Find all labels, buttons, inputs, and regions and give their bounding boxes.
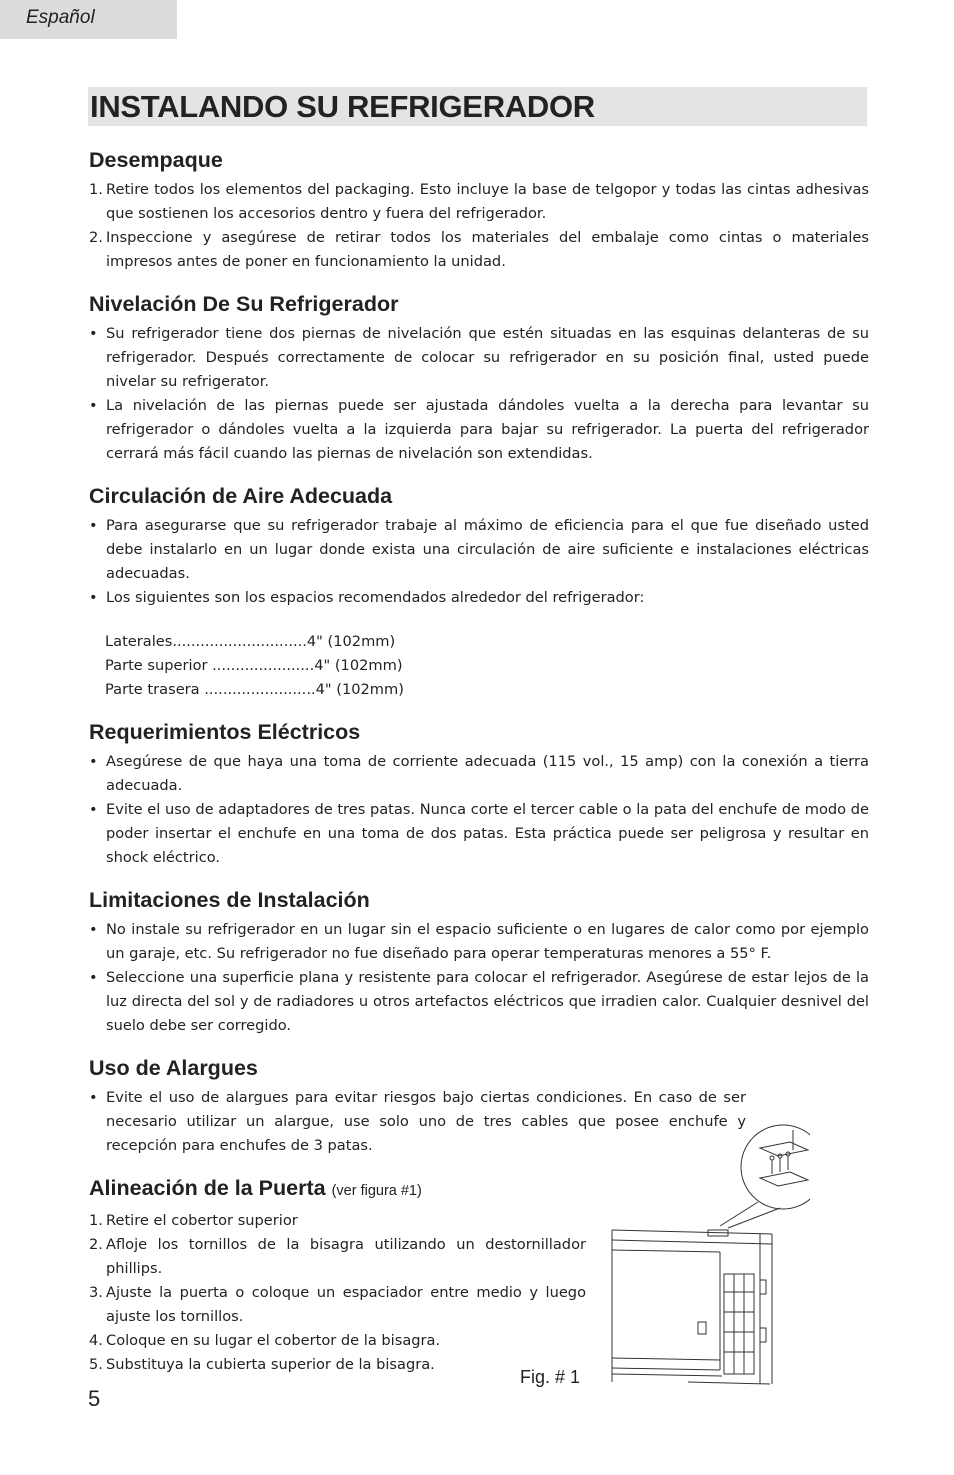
section-nivelacion — [89, 290, 869, 466]
section-electricos — [89, 718, 869, 870]
list-item — [89, 178, 869, 226]
list-text: Inspeccione y asegúrese de retirar todos los materiales del embalaje como cintas o materiales impresos antes de poner en funcionamiento la unidad. — [106, 229, 869, 270]
heading-text: Alineación de la Puerta — [89, 1176, 326, 1200]
list-item — [89, 514, 869, 586]
bullet: • — [89, 801, 98, 818]
list-marker: 3. — [89, 1284, 103, 1301]
list-text: Los siguientes son los espacios recomendados alrededor del refrigerador: — [106, 589, 645, 606]
list-item — [89, 1209, 586, 1233]
clearance-label: Parte superior — [105, 657, 213, 674]
clearance-list — [89, 630, 869, 702]
list-item — [89, 798, 869, 870]
list-text: Ajuste la puerta o coloque un espaciador entre medio y luego ajuste los tornillos. — [106, 1284, 586, 1325]
list-item — [89, 1281, 586, 1329]
bullet: • — [89, 969, 98, 986]
list-text: Para asegurarse que su refrigerador trabaje al máximo de eficiencia para el que fue diseñado usted debe instalarlo en un lugar donde exista una circulación de aire suficiente e instalaciones eléctricas adecuadas. — [106, 517, 869, 582]
detail-circle — [741, 1125, 810, 1209]
bullet: • — [89, 325, 98, 342]
list-item — [89, 918, 869, 966]
list-text: Evite el uso de alargues para evitar riesgos bajo ciertas condiciones. En caso de ser necesario utilizar un alargue, use solo uno de tres cables que posee enchufe y recepción para enchufes de 3 patas. — [106, 1089, 746, 1154]
clearance-label: Parte trasera — [105, 681, 205, 698]
clearance-dots: ...................... — [212, 657, 315, 674]
list-marker: 5. — [89, 1356, 103, 1373]
list-item — [89, 1353, 586, 1377]
clearance-row — [105, 678, 869, 702]
bullet: • — [89, 1089, 98, 1106]
bullet: • — [89, 753, 98, 770]
list-text: Coloque en su lugar el cobertor de la bisagra. — [106, 1332, 441, 1349]
clearance-value: 4" (102mm) — [315, 681, 404, 698]
list-text: No instale su refrigerador en un lugar sin el espacio suficiente o en lugares de calor como por ejemplo un garaje, etc. Su refrigerador no fue diseñado para operar temperaturas menores a 55° F. — [106, 921, 869, 962]
list-marker: 1. — [89, 1212, 103, 1229]
bullet: • — [89, 589, 98, 606]
list-text: Su refrigerador tiene dos piernas de nivelación que estén situadas en las esquinas delanteras de su refrigerador. Después correctamente de colocar su refrigerador en su posición final, usted puede nivelar su refrigerator. — [106, 325, 869, 390]
section-desempaque — [89, 146, 869, 274]
section-heading: Limitaciones de Instalación — [89, 888, 370, 912]
list-item — [89, 1329, 586, 1353]
section-heading: Desempaque — [89, 148, 223, 172]
clearance-value: 4" (102mm) — [314, 657, 403, 674]
list-marker: 2. — [89, 1236, 103, 1253]
list-item — [89, 394, 869, 466]
language-tab: Español — [0, 0, 177, 39]
list-item — [89, 322, 869, 394]
clearance-dots: ............................. — [172, 633, 307, 650]
section-heading: Requerimientos Eléctricos — [89, 720, 361, 744]
section-limitaciones — [89, 886, 869, 1038]
list-item — [89, 226, 869, 274]
section-heading: Circulación de Aire Adecuada — [89, 484, 393, 508]
page-number: 5 — [88, 1386, 101, 1411]
list-marker: 2. — [89, 229, 103, 246]
list-text: Afloje los tornillos de la bisagra utilizando un destornillador phillips. — [106, 1236, 586, 1277]
clearance-value: 4" (102mm) — [306, 633, 396, 650]
list-item — [89, 750, 869, 798]
list-text: Asegúrese de que haya una toma de corriente adecuada (115 vol., 15 amp) con la conexión a tierra adecuada. — [106, 753, 869, 794]
section-heading: Uso de Alargues — [89, 1056, 258, 1080]
section-heading: Nivelación De Su Refrigerador — [89, 292, 399, 316]
clearance-dots: ........................ — [204, 681, 316, 698]
clearance-label: Laterales — [105, 633, 173, 650]
list-text: La nivelación de las piernas puede ser ajustada dándoles vuelta a la derecha para levantar su refrigerador o dándoles vuelta a la izquierda para bajar su refrigerador. La puerta del refrigerador cerrará más fácil cuando las piernas de nivelación son extendidas. — [106, 397, 869, 462]
refrigerator-hinge-illustration — [610, 1122, 810, 1390]
list-text: Seleccione una superficie plana y resistente para colocar el refrigerador. Asegúrese de estar lejos de la luz directa del sol y de radiadores u otros artefactos eléctricos que irradien calor. Cualquier desnivel del suelo debe ser corregido. — [106, 969, 869, 1034]
title-bar — [88, 87, 867, 126]
list-item — [89, 966, 869, 1038]
bullet: • — [89, 517, 98, 534]
bullet: • — [89, 397, 98, 414]
list-marker: 1. — [89, 181, 103, 198]
page-title: INSTALANDO SU REFRIGERADOR — [90, 89, 595, 124]
list-text: Evite el uso de adaptadores de tres patas. Nunca corte el tercer cable o la pata del enchufe de modo de poder insertar el enchufe en una toma de dos patas. Esta práctica puede ser peligrosa y resultar en shock eléctrico. — [106, 801, 869, 866]
list-text: Substituya la cubierta superior de la bisagra. — [106, 1356, 435, 1373]
list-text: Retire todos los elementos del packaging. Esto incluye la base de telgopor y todas las cintas adhesivas que sostienen los accesorios dentro y fuera del refrigerador. — [106, 181, 869, 222]
clearance-row — [105, 654, 869, 678]
heading-note: (ver figura #1) — [331, 1183, 422, 1199]
list-item — [89, 1233, 586, 1281]
clearance-row — [105, 630, 869, 654]
bullet: • — [89, 921, 98, 938]
figure-label: Fig. # 1 — [520, 1367, 581, 1387]
list-text: Retire el cobertor superior — [106, 1212, 298, 1229]
list-marker: 4. — [89, 1332, 103, 1349]
list-item — [89, 586, 869, 610]
section-circulacion — [89, 482, 869, 702]
